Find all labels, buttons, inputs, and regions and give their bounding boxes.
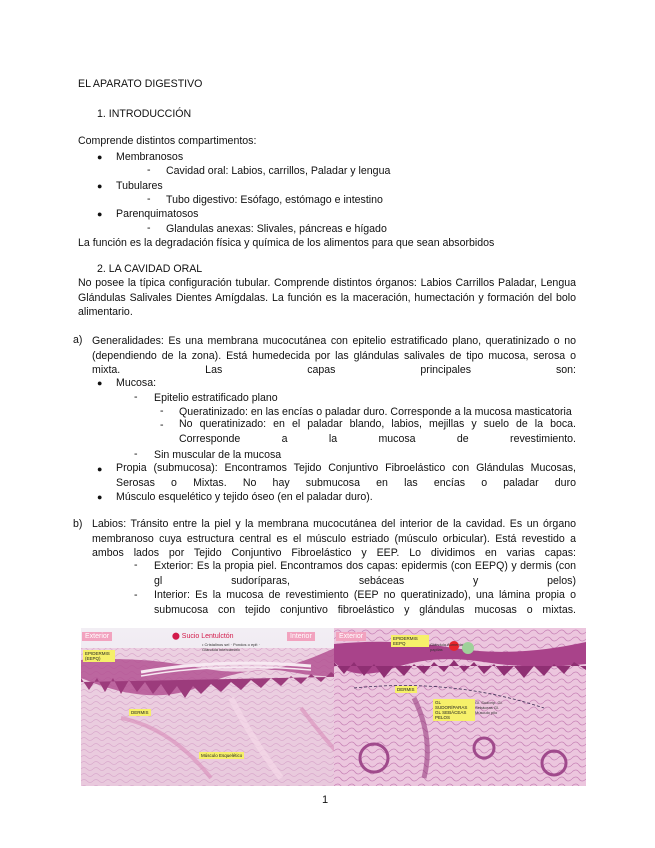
figure1-tag-exterior: Exterior bbox=[82, 632, 112, 641]
dash-icon: - bbox=[134, 448, 138, 460]
figure1-title-text: Sucio Lentulctón bbox=[181, 633, 234, 640]
dash-icon: - bbox=[160, 405, 164, 417]
sub-queratinizado: Queratinizado: en las encías o paladar duro. Corresponde a la mucosa masticatoria bbox=[179, 406, 572, 418]
bullet-icon: ● bbox=[97, 378, 103, 388]
figure2-label-dermis: DERMIS bbox=[397, 687, 415, 692]
bullet-icon: ● bbox=[97, 181, 103, 191]
section-2-heading: 2. LA CAVIDAD ORAL bbox=[97, 263, 203, 275]
bullet-propia: Propia (submucosa): Encontramos Tejido Conjuntivo Fibroelástico con Glándulas Mucosas, Serosas o Mixtas. No hay submucosa en las encías o paladar duro bbox=[116, 462, 576, 489]
figure1-subtitle: • Cristalinos sel · Pondos o epit · Glándula intercambio bbox=[202, 642, 260, 652]
dash-icon: - bbox=[134, 559, 138, 571]
figure1-title bbox=[172, 632, 234, 640]
cavidad-oral-paragraph: No posee la típica configuración tubular. Comprende distintos órganos: Labios Carrillos Paladar, Lengua Glándulas Salivales Dientes Amígdalas. La función es la maceración, humectación y formación del bolo alimentario. bbox=[78, 277, 576, 318]
section-1-heading: 1. INTRODUCCIÓN bbox=[97, 108, 192, 120]
sub-sin-muscular: Sin muscular de la mucosa bbox=[154, 449, 282, 461]
labios-text: Labios: Tránsito entre la piel y la membrana mucocutánea del interior de la cavidad. Es un órgano membranoso cuya estructura central es el músculo estriado (músculo orbicular). Está revestido a ambos lados por Tejido Conjuntivo Fibroelástico y EEP. Lo dividimos en varias capas: bbox=[92, 518, 576, 559]
figure2-small-mid: Gl. Sudoríp. Gl. Sebáceas Gl. Músculo pilo bbox=[475, 700, 503, 715]
figure1-tag-interior: Interior bbox=[287, 632, 315, 641]
sub-epitelio: Epitelio estratificado plano bbox=[154, 392, 278, 404]
figure1-label-musculo: Músculo Esquelético bbox=[201, 753, 243, 758]
bullet-icon: ● bbox=[97, 464, 103, 474]
sub-exterior: Exterior: Es la propia piel. Encontramos dos capas: epidermis (con EEPQ) y dermis (con gl sudoríparas, sebáceas y pelos) bbox=[154, 560, 576, 587]
bullet-membranosos: Membranosos bbox=[116, 151, 184, 163]
function-text: La función es la degradación física y química de los alimentos para que sean absorbidos bbox=[78, 237, 495, 249]
dash-icon: - bbox=[147, 164, 151, 176]
dash-icon: - bbox=[134, 589, 138, 601]
figure2-label-epidermis: EPIDERMIS EEPQ bbox=[391, 635, 429, 647]
bullet-icon: ● bbox=[97, 152, 103, 162]
bullet-mucosa: Mucosa: bbox=[116, 377, 157, 389]
dash-icon: - bbox=[160, 419, 164, 431]
sub-no-queratinizado: No queratinizado: en el paladar blando, labios, mejillas y suelo de la boca. Corresponde a la mucosa de revestimiento. bbox=[179, 418, 576, 445]
dash-icon: - bbox=[134, 391, 138, 403]
bullet-icon: ● bbox=[97, 209, 103, 219]
intro-text: Comprende distintos compartimentos: bbox=[78, 135, 257, 147]
figure1-label-dermis: DERMIS bbox=[131, 710, 149, 715]
dash-icon: - bbox=[147, 193, 151, 205]
document-title: EL APARATO DIGESTIVO bbox=[78, 78, 203, 90]
bullet-musculo: Músculo esquelético y tejido óseo (en el paladar duro). bbox=[116, 491, 373, 503]
item-a-marker: a) bbox=[73, 334, 83, 346]
sub-interior: Interior: Es la mucosa de revestimiento (EEP no queratinizado), una lámina propia o submucosa con tejido conjuntivo fibroelástico y glándulas mucosas o mixtas. bbox=[154, 589, 576, 616]
sub-cavidad-oral: Cavidad oral: Labios, carrillos, Paladar y lengua bbox=[166, 165, 391, 177]
dash-icon: - bbox=[147, 222, 151, 234]
sub-tubo-digestivo: Tubo digestivo: Esófago, estómago e intestino bbox=[166, 194, 383, 206]
figure2-label-glandulas: GL SUDORÍPARAS GL SEBÁCEAS PELOS bbox=[433, 699, 475, 721]
figure2-small-top: Glándula Aumento papilas bbox=[430, 642, 463, 652]
figure1-label-epidermis: EPIDERMIS (EEPQ) bbox=[83, 650, 115, 662]
red-dot-icon: ⬤ bbox=[172, 633, 180, 640]
item-b-marker: b) bbox=[73, 518, 83, 530]
page-number: 1 bbox=[322, 794, 329, 806]
bullet-icon: ● bbox=[97, 492, 103, 502]
bullet-tubulares: Tubulares bbox=[116, 180, 163, 192]
figure2-tag-exterior: Exterior bbox=[336, 632, 366, 641]
bullet-parenquimatosos: Parenquimatosos bbox=[116, 208, 199, 220]
generalidades-text: Generalidades: Es una membrana mucocutánea con epitelio estratificado plano, queratinizado o no (dependiendo de la zona). Está humedecida por las glándulas salivales de tipo mucosa, serosa o mixta. Las capas principales son: bbox=[92, 335, 576, 376]
sub-glandulas: Glandulas anexas: Slivales, páncreas e hígado bbox=[166, 223, 387, 235]
